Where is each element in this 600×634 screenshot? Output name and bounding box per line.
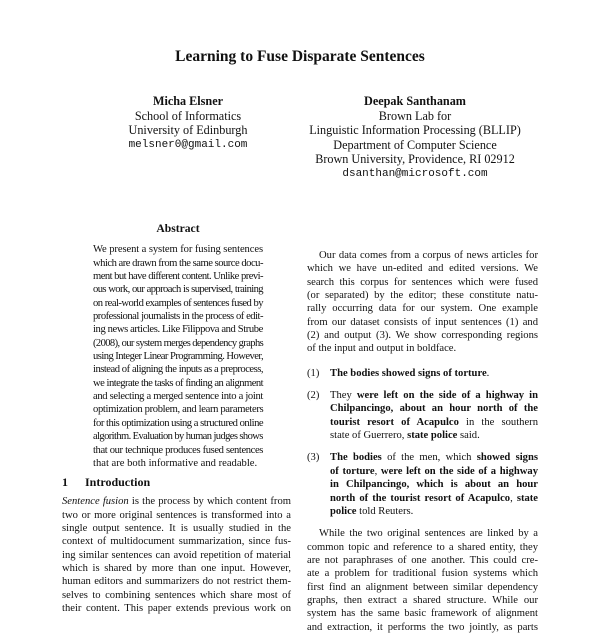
- text-segment: of the men, which: [381, 452, 477, 464]
- right-column: [307, 249, 538, 634]
- text-line: instead of aligning the inputs as a preprocess,: [93, 364, 263, 376]
- example-item: [307, 451, 538, 518]
- intro-first-line: [62, 495, 291, 508]
- text-line: algorithm. Evaluation by human judges shows: [93, 431, 263, 443]
- example-line: [330, 451, 538, 464]
- text-line: that our technique produces fused sentences: [93, 444, 263, 456]
- paragraph: [307, 527, 538, 634]
- text-line: which are drawn from the same source docu-: [93, 257, 263, 269]
- introduction-section: [62, 476, 291, 615]
- text-segment: They: [330, 390, 357, 402]
- text-segment: .: [486, 367, 490, 379]
- section-heading: [62, 476, 291, 489]
- bold-segment: The bodies: [330, 452, 382, 464]
- text-line: ous work, our approach is supervised, training: [93, 284, 263, 296]
- text-line: We present a system for fusing sentences: [93, 244, 263, 256]
- author-affiliation: University of Edinburgh: [128, 123, 248, 138]
- text-line: ing news articles. Like Filippova and Strube: [93, 324, 263, 336]
- text-line: and extraction, it performs the two jointly, as parts: [307, 621, 538, 633]
- section-title: Introduction: [85, 475, 151, 489]
- author-affiliation: Brown University, Providence, RI 02912: [315, 152, 515, 167]
- example-number: (3): [307, 452, 320, 464]
- author-block-2: [292, 94, 538, 182]
- text-line: optimization problem, and learn parameters: [93, 404, 264, 416]
- text-line: rally occurring data for our system. One example: [307, 303, 538, 315]
- text-line: for this optimization using a structured online: [93, 417, 264, 429]
- text-line: professional journalists in the process of edit-: [93, 311, 263, 323]
- bold-segment: in Chilpancingo, which is about an hour: [330, 479, 538, 491]
- text-line: Our data comes from a corpus of news articles for: [319, 250, 538, 261]
- text-line: that are both informative and readable.: [93, 457, 258, 469]
- example-line: [330, 416, 538, 429]
- text-line: ate a problem for traditional fusion systems which: [307, 568, 538, 580]
- text-line: (or separated) by the editor; these constitute natu-: [307, 290, 538, 302]
- text-line: their content. This paper extends previous work on: [62, 603, 291, 615]
- bold-segment: showed signs: [476, 452, 538, 464]
- text-line: using Integer Linear Programming. However,: [93, 351, 264, 363]
- bold-segment: The bodies showed signs of torture: [330, 367, 487, 379]
- emphasized-term: Sentence fusion: [62, 496, 129, 508]
- bold-segment: were left on the side of a highway: [380, 465, 539, 477]
- author-block-1: [88, 94, 288, 152]
- author-email[interactable]: melsner0@gmail.com: [128, 138, 248, 151]
- text-line: single output sentence. It is usually studied in the: [62, 523, 291, 535]
- text-line: search this corpus for sentences which were fused: [307, 276, 538, 288]
- paragraph: [307, 249, 538, 356]
- bold-segment: of torture: [330, 465, 375, 477]
- example-item: [307, 367, 538, 380]
- bold-segment: state police: [407, 430, 458, 442]
- text-segment: state of Guerrero,: [330, 430, 408, 442]
- text-segment: said.: [457, 430, 480, 442]
- text-line: (2008), our system merges dependency graphs: [93, 337, 264, 349]
- abstract-section: [93, 222, 263, 470]
- text-segment: ,: [374, 465, 381, 477]
- text-line: two or more original sentences is transformed into a: [62, 509, 291, 521]
- author-email[interactable]: dsanthan@microsoft.com: [342, 167, 488, 180]
- abstract-body: [93, 243, 263, 470]
- text-segment: in the southern: [458, 416, 538, 428]
- bold-segment: police: [330, 505, 357, 517]
- example-line: [330, 389, 538, 402]
- intro-text: is the process by which content from: [128, 496, 291, 508]
- text-line: system has the same basic framework of alignment: [307, 608, 538, 620]
- section-number: 1: [62, 475, 68, 489]
- bold-segment: tourist resort of Acapulco: [330, 416, 459, 428]
- text-line: While the two original sentences are linked by a: [319, 528, 538, 540]
- text-line: graphs, then extract a shared structure. While our: [307, 594, 538, 606]
- example-number: (2): [307, 390, 320, 402]
- bold-segment: were left on the side of a highway in: [356, 390, 538, 402]
- text-segment: ,: [510, 492, 517, 504]
- bold-segment: north of the tourist resort of Acapulco: [330, 492, 511, 504]
- bold-segment: state: [516, 492, 539, 504]
- text-line: context of multidocument summarization, since fus-: [62, 536, 291, 548]
- text-line: (2) and output (3). We show corresponding regions: [307, 330, 538, 342]
- text-line: on real-world examples of sentences fused by: [93, 297, 263, 309]
- text-line: which we have un-edited and edited versions. We: [307, 263, 538, 275]
- example-line: [330, 478, 538, 491]
- text-line: ment but have different content. Unlike previ-: [93, 271, 263, 283]
- author-affiliation: Linguistic Information Processing (BLLIP): [309, 123, 521, 138]
- text-line: from our dataset consists of input sentences (1) and: [307, 316, 538, 328]
- example-line: [330, 402, 538, 415]
- text-line: selves to combining sentences which share most of: [62, 589, 291, 601]
- text-line: ing similar sentences can avoid repetition of material: [62, 549, 291, 561]
- example-line: [330, 505, 538, 518]
- text-segment: told Reuters.: [356, 505, 414, 517]
- text-line: we integrate the tasks of finding an alignment: [93, 377, 263, 389]
- example-line: [330, 492, 538, 505]
- example-line: [330, 465, 538, 478]
- text-line: human editors and summarizers do not restrict them-: [62, 576, 291, 588]
- example-line: [330, 429, 538, 442]
- bold-segment: Chilpancingo, about an hour north of the: [330, 403, 538, 415]
- example-line: [330, 367, 538, 380]
- example-number: (1): [307, 367, 320, 379]
- text-line: common topic and reference to a shared entity, they: [307, 541, 538, 553]
- text-line: are not paraphrases of one another. This could cre-: [307, 554, 538, 566]
- author-affiliation: School of Informatics: [134, 108, 242, 123]
- text-line: of the input and output in boldface.: [307, 343, 457, 355]
- author-name: Deepak Santhanam: [364, 94, 466, 108]
- example-list: [307, 367, 538, 518]
- example-item: [307, 389, 538, 442]
- paper-title: Learning to Fuse Disparate Sentences: [175, 48, 425, 65]
- intro-body: [62, 509, 291, 616]
- text-line: first find an alignment between similar dependency: [307, 581, 538, 593]
- text-line: and selecting a merged sentence into a joint: [93, 391, 263, 403]
- abstract-heading: Abstract: [156, 222, 200, 235]
- author-name: Micha Elsner: [152, 94, 224, 108]
- text-line: which is shared by more than one input. However,: [62, 563, 291, 575]
- author-affiliation: Brown Lab for: [378, 108, 452, 123]
- author-affiliation: Department of Computer Science: [333, 137, 497, 152]
